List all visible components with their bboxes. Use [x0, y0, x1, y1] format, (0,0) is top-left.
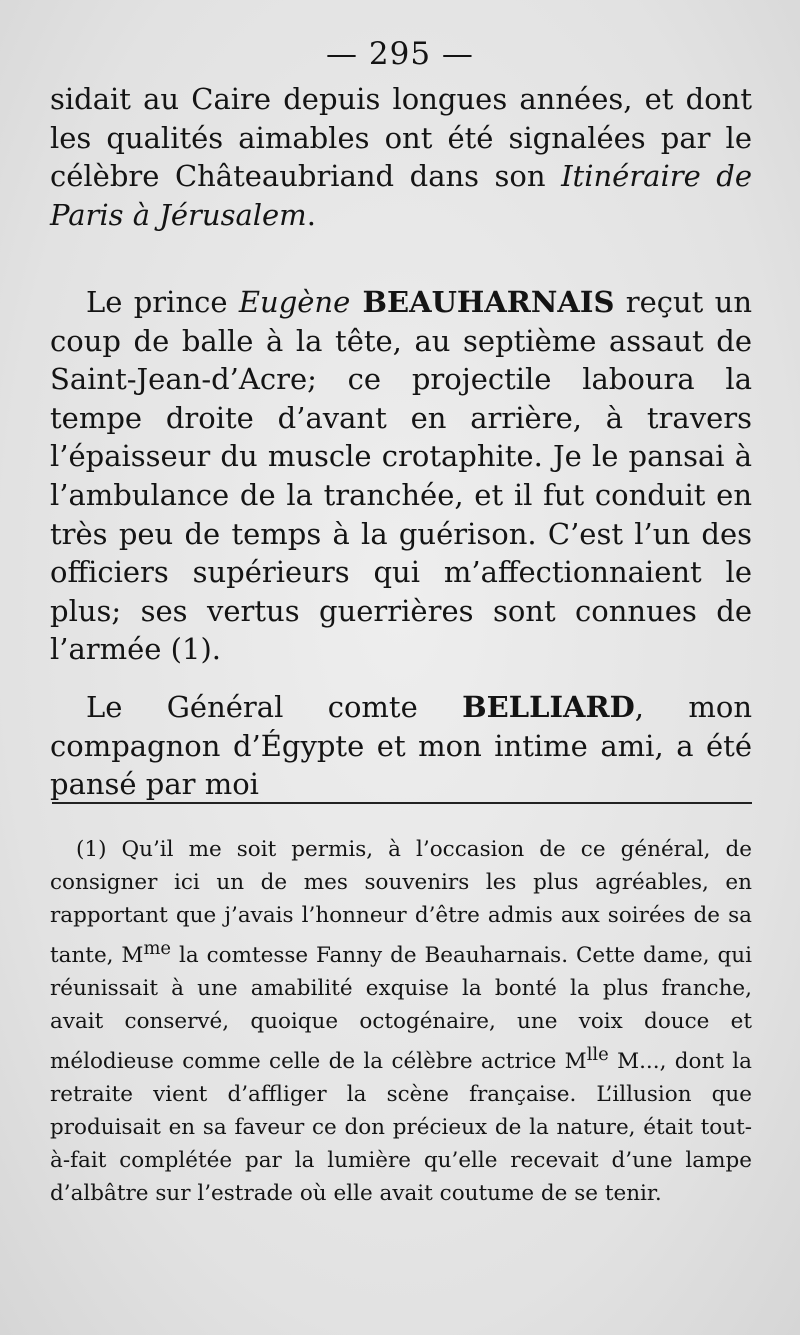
footnote [50, 833, 752, 1210]
p1-italic-title: Itinéraire de Paris à Jérusalem [50, 159, 753, 232]
p1-text: sidait au Caire depuis longues années, et dont les qualités aimables ont été signalées par le célèbre Châteaubriand dans son [50, 82, 752, 194]
p2-rest: reçut un coup de balle à la tête, au septième assaut de Saint-Jean-d’Acre; ce projectile laboura la tempe droite d’avant en arrière, à travers l’épaisseur du muscle crotaphite. Je le pansai à l’ambulance de la tranchée, et il fut conduit en très peu de temps à la guérison. C’est l’un des officiers supérieurs qui m’affectionnaient le plus; ses vertus guerrières sont connues de l’armée (1). [50, 285, 753, 667]
p3-start: Le Général comte [86, 690, 463, 724]
footnote-sup-lle: lle [586, 1044, 609, 1066]
p2-start: Le prince [86, 285, 239, 319]
footnote-divider [52, 802, 752, 804]
p3-name: BELLIARD [462, 690, 635, 724]
footnote-text-1: (1) Qu’il me soit permis, à l’occasion de ce général, de consigner ici un de mes souvenirs les plus agréables, en rapportant que j’avais l’honneur d’être admis aux soirées de sa tante, M [50, 837, 752, 969]
page-number: — 295 — [326, 36, 474, 72]
paragraph-beauharnais [50, 283, 752, 669]
footnote-text-2: la comtesse Fanny de Beauharnais. Cette dame, qui réunissait à une amabilité exquise la bonté la plus franche, avait conservé, quoique octogénaire, une voix douce et mélodieuse comme celle de la célèbre actrice M [50, 943, 752, 1075]
p2-surname: BEAUHARNAIS [350, 285, 615, 319]
footnote-text-3: M..., dont la retraite vient d’affliger la scène française. L’illusion que produisait en sa faveur ce don précieux de la nature, était tout-à-fait complétée par la lumière qu’elle recevait d’une lampe d’albâtre sur l’estrade où elle avait coutume de se tenir. [50, 1049, 752, 1207]
p2-italic-name: Eugène [238, 285, 351, 319]
p1-end: . [306, 197, 316, 232]
p3-rest: , mon compagnon d’Égypte et mon intime ami, a été pansé par moi [50, 690, 752, 802]
paragraph-continuation [50, 80, 752, 234]
paragraph-belliard [50, 688, 752, 804]
footnote-sup-me: me [143, 938, 172, 959]
